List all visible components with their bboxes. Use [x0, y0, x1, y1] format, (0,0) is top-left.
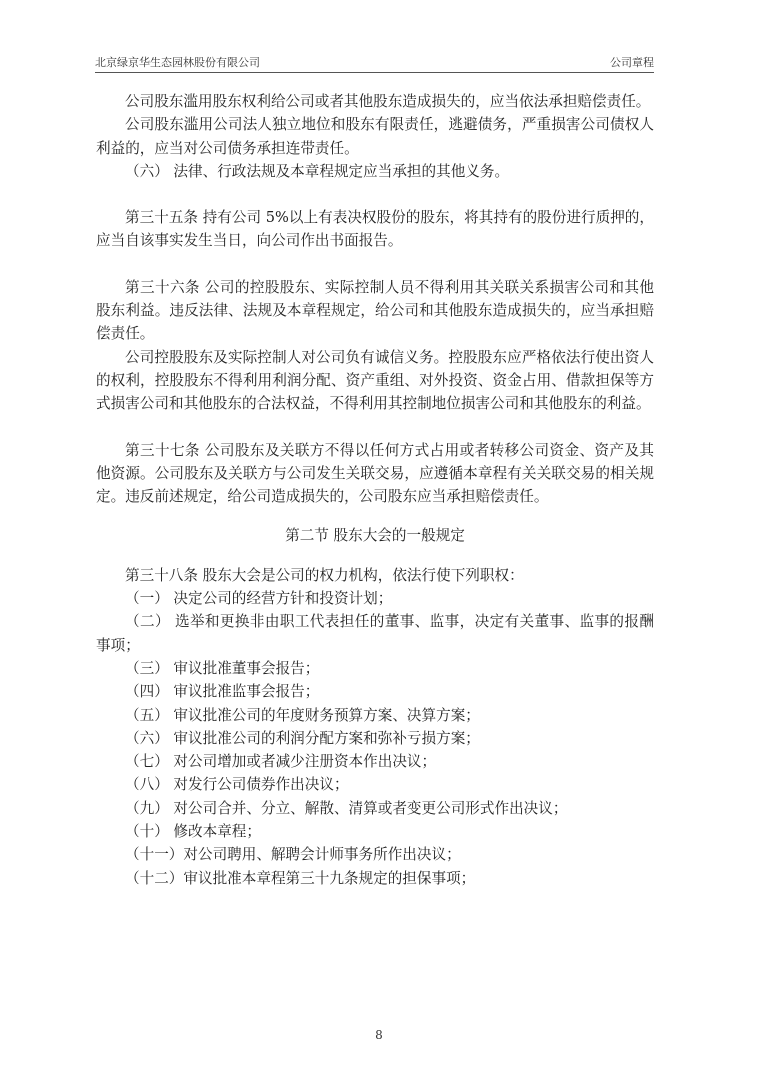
article-text: 持有公司 5%以上有表决权股份的股东，将其持有的股份进行质押的，应当自该事实发生当日，向公司作出书面报告。 — [96, 209, 654, 250]
paragraph: 公司股东滥用公司法人独立地位和股东有限责任，逃避债务，严重损害公司债权人利益的，应当对公司债务承担连带责任。 — [96, 116, 654, 157]
article-38 — [96, 564, 654, 587]
article-text: 公司的控股股东、实际控制人员不得利用其关联关系损害公司和其他股东利益。违反法律、法规及本章程规定，给公司和其他股东造成损失的，应当承担赔偿责任。 — [96, 278, 654, 343]
page-number: 8 — [375, 1028, 383, 1042]
article-36 — [96, 276, 654, 346]
list-item: （二） 选举和更换非由职工代表担任的董事、监事，决定有关董事、监事的报酬事项； — [96, 613, 654, 654]
article-number: 第三十八条 — [125, 566, 198, 584]
list-item: （八） 对发行公司债券作出决议； — [125, 776, 349, 794]
article-number: 第三十六条 — [125, 278, 200, 296]
list-item: （一） 决定公司的经营方针和投资计划； — [125, 590, 393, 608]
page-header — [95, 52, 654, 73]
list-item: （四） 审议批准监事会报告； — [125, 683, 320, 701]
article-37 — [96, 439, 654, 509]
header-company: 北京绿京华生态园林股份有限公司 — [95, 56, 260, 69]
section-title: 第二节 股东大会的一般规定 — [285, 527, 465, 545]
paragraph: （六） 法律、行政法规及本章程规定应当承担的其他义务。 — [125, 162, 510, 180]
list-item: （九） 对公司合并、分立、解散、清算或者变更公司形式作出决议； — [125, 799, 568, 817]
list-item: （十） 修改本章程； — [125, 823, 261, 841]
list-item: （五） 审议批准公司的年度财务预算方案、决算方案； — [125, 706, 480, 724]
article-35 — [96, 206, 654, 253]
article-number: 第三十五条 — [125, 209, 199, 227]
document-body — [96, 90, 654, 890]
list-item: （三） 审议批准董事会报告； — [125, 659, 320, 677]
article-text: 公司股东及关联方不得以任何方式占用或者转移公司资金、资产及其他资源。公司股东及关联方与公司发生关联交易，应遵循本章程有关关联交易的相关规定。违反前述规定，给公司造成损失的，公司股东应当承担赔偿责任。 — [96, 441, 654, 506]
header-doc-title: 公司章程 — [610, 56, 654, 69]
list-item: （十一）对公司聘用、解聘会计师事务所作出决议； — [125, 846, 461, 864]
article-number: 第三十七条 — [125, 441, 200, 459]
paragraph: 公司控股股东及实际控制人对公司负有诚信义务。控股股东应严格依法行使出资人的权利，控股股东不得利用利润分配、资产重组、对外投资、资金占用、借款担保等方式损害公司和其他股东的合法权益，不得利用其控制地位损害公司和其他股东的利益。 — [96, 348, 654, 413]
list-item: （七） 对公司增加或者减少注册资本作出决议； — [125, 753, 437, 771]
paragraph: 公司股东滥用股东权利给公司或者其他股东造成损失的，应当依法承担赔偿责任。 — [125, 93, 651, 110]
article-text: 股东大会是公司的权力机构，依法行使下列职权： — [197, 566, 524, 584]
list-item: （六） 审议批准公司的利润分配方案和弥补亏损方案； — [125, 729, 480, 747]
list-item: （十二）审议批准本章程第三十九条规定的担保事项； — [125, 869, 476, 887]
